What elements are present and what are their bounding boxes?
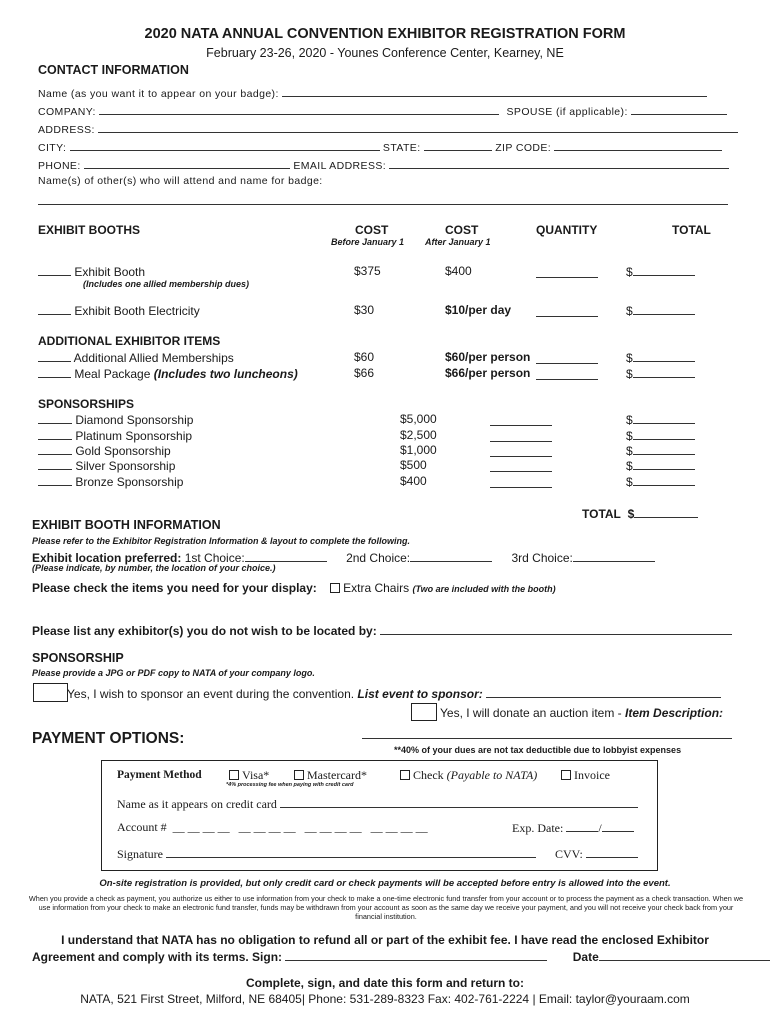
signature-row xyxy=(117,846,536,862)
sponsorship-price: $500 xyxy=(400,458,427,472)
city-label: CITY: xyxy=(38,142,67,154)
electricity-label: Exhibit Booth Electricity xyxy=(74,304,200,318)
booth-item-note: (Includes one allied membership dues) xyxy=(83,279,250,289)
sponsorship-price: $400 xyxy=(400,474,427,488)
donate-checkbox[interactable] xyxy=(411,703,437,721)
sponsorship-total[interactable]: $ xyxy=(626,428,695,443)
sponsorship-check-blank[interactable] xyxy=(38,443,72,455)
sponsorship-total[interactable]: $ xyxy=(626,474,695,489)
booth-before-price: $375 xyxy=(354,264,381,278)
phone-field[interactable] xyxy=(84,157,290,169)
cvv-label: CVV: xyxy=(555,847,583,861)
sponsor-event-checkbox[interactable] xyxy=(33,683,68,702)
company-label: COMPANY: xyxy=(38,106,96,118)
quantity-heading: QUANTITY xyxy=(536,223,598,237)
check-checkbox[interactable] xyxy=(400,770,410,780)
booth-item-label: Exhibit Booth xyxy=(74,265,146,279)
payment-method-label: Payment Method xyxy=(117,769,202,781)
sponsorship-qty[interactable] xyxy=(490,475,552,493)
meal-total[interactable]: $ xyxy=(626,366,695,381)
address-field[interactable] xyxy=(98,121,738,133)
payment-heading: PAYMENT OPTIONS: xyxy=(32,730,185,747)
city-row xyxy=(38,139,722,154)
others-label: Name(s) of other(s) who will attend and name for badge: xyxy=(38,175,323,187)
display-row xyxy=(32,581,556,595)
choice3-label: 3rd Choice: xyxy=(511,551,573,565)
exp-label: Exp. Date: xyxy=(512,821,564,835)
date-label: Date xyxy=(572,950,599,964)
onsite-note: On-site registration is provided, but only credit card or check payments will be accepted before entry is allowed into the event. xyxy=(99,878,671,889)
donate-row xyxy=(440,706,723,720)
invoice-checkbox[interactable] xyxy=(561,770,571,780)
booth-item-row xyxy=(38,264,145,279)
fee-note: *4% processing fee when paying with credit card xyxy=(226,782,354,788)
sponsorship-label: Platinum Sponsorship xyxy=(75,429,193,443)
meal-qty[interactable] xyxy=(536,367,598,385)
sponsorship-total[interactable]: $ xyxy=(626,458,695,473)
choice3-field[interactable] xyxy=(573,550,655,562)
list-event-field[interactable] xyxy=(486,686,721,698)
electricity-row xyxy=(38,303,200,318)
cost-before-heading: COST xyxy=(355,223,389,237)
booth-after-price: $400 xyxy=(445,264,472,278)
card-name-field[interactable] xyxy=(280,796,638,808)
meal-before-price: $66 xyxy=(354,366,375,380)
sponsorship-row xyxy=(38,474,183,489)
sponsorship-check-blank[interactable] xyxy=(38,458,72,470)
memberships-total[interactable]: $ xyxy=(626,350,695,365)
city-field[interactable] xyxy=(70,139,380,151)
disclaimer: When you provide a check as payment, you authorize us either to use information from your check to make a one-time electronic fund transfer from your account or to process the payment as a check transaction. When we use information from your check to make an electronic fund transfer, funds may be withdrawn from your account as soon as the same day we receive your payment, and you will not receive your check back from your financial institution. xyxy=(28,894,744,921)
sponsorship-price: $5,000 xyxy=(400,412,437,426)
sponsorship-label: Silver Sponsorship xyxy=(75,459,176,473)
booth-total[interactable]: $ xyxy=(626,264,695,279)
electricity-after-price: $10/per day xyxy=(445,303,512,317)
memberships-label: Additional Allied Memberships xyxy=(73,351,234,365)
zip-field[interactable] xyxy=(554,139,722,151)
sponsorship-row xyxy=(38,412,193,427)
address-label: ADDRESS: xyxy=(38,124,95,136)
choice1-label: 1st Choice: xyxy=(184,551,245,565)
additional-heading: ADDITIONAL EXHIBITOR ITEMS xyxy=(38,334,221,348)
company-field[interactable] xyxy=(99,103,499,115)
booth-check-blank[interactable] xyxy=(38,264,71,276)
email-field[interactable] xyxy=(389,157,729,169)
exclude-field[interactable] xyxy=(380,623,732,635)
name-row xyxy=(38,85,707,100)
list-event-label: List event to sponsor: xyxy=(357,687,483,701)
dues-note: **40% of your dues are not tax deductible due to lobbyist expenses xyxy=(394,745,682,755)
name-label: Name (as you want it to appear on your badge): xyxy=(38,88,279,100)
donate-label: Yes, I will donate an auction item - xyxy=(440,706,622,720)
card-name-row xyxy=(117,796,638,812)
meal-check-blank[interactable] xyxy=(38,366,71,378)
sponsorship-row xyxy=(38,428,192,443)
sponsorships-heading: SPONSORSHIPS xyxy=(38,397,135,411)
contact-heading: CONTACT INFORMATION xyxy=(38,63,189,77)
memberships-after-price: $60/per person xyxy=(445,350,531,364)
account-field[interactable]: __ __ __ __ __ __ __ __ __ __ __ __ __ __ __ __ xyxy=(172,820,428,834)
grand-total[interactable]: TOTAL $ xyxy=(582,506,698,521)
total-heading: TOTAL xyxy=(672,223,711,237)
signature-field[interactable] xyxy=(166,846,536,858)
sponsor-event-row xyxy=(67,686,721,701)
agreement-sign-field[interactable] xyxy=(285,949,547,961)
cvv-row xyxy=(555,846,638,862)
booth-qty[interactable] xyxy=(536,265,598,283)
agreement-sign-label: Agreement and comply with its terms. Sign: xyxy=(32,950,283,964)
sponsorship-total[interactable]: $ xyxy=(626,443,695,458)
location-label: Exhibit location preferred: xyxy=(32,551,182,565)
sponsorship-heading: SPONSORSHIP xyxy=(32,651,124,665)
memberships-before-price: $60 xyxy=(354,350,375,364)
mastercard-option[interactable]: Mastercard* xyxy=(294,768,367,783)
electricity-check-blank[interactable] xyxy=(38,303,71,315)
display-label: Please check the items you need for your display: xyxy=(32,581,317,595)
company-row xyxy=(38,103,727,118)
exclude-label: Please list any exhibitor(s) you do not wish to be located by: xyxy=(32,624,377,638)
exp-row: Exp. Date: / xyxy=(512,820,634,836)
sponsorship-label: Bronze Sponsorship xyxy=(75,475,184,489)
account-label: Account # xyxy=(117,820,167,834)
meal-row xyxy=(38,366,298,381)
electricity-qty[interactable] xyxy=(536,304,598,322)
spouse-label: SPOUSE (if applicable): xyxy=(506,106,628,118)
spouse-field[interactable] xyxy=(631,103,727,115)
meal-label: Meal Package xyxy=(74,367,151,381)
phone-row xyxy=(38,157,729,172)
meal-note: (Includes two luncheons) xyxy=(153,367,298,381)
cost-after-heading: COST xyxy=(445,223,479,237)
location-note: (Please indicate, by number, the location of your choice.) xyxy=(32,563,276,573)
address-row xyxy=(38,121,738,136)
booth-info-instruction: Please refer to the Exhibitor Registration Information & layout to complete the following. xyxy=(32,536,411,546)
sponsorship-row xyxy=(38,443,171,458)
choice2-field[interactable] xyxy=(410,550,492,562)
state-label: STATE: xyxy=(382,142,421,154)
sponsor-event-label: Yes, I wish to sponsor an event during the convention. xyxy=(67,687,355,701)
choice2-label: 2nd Choice: xyxy=(346,551,411,565)
name-field[interactable] xyxy=(282,85,707,97)
state-field[interactable] xyxy=(424,139,492,151)
sponsorship-check-blank[interactable] xyxy=(38,428,72,440)
exp-year-field[interactable] xyxy=(602,820,634,832)
others-field[interactable] xyxy=(38,204,728,205)
form-subtitle: February 23-26, 2020 - Younes Conference Center, Kearney, NE xyxy=(206,46,564,60)
visa-checkbox[interactable] xyxy=(229,770,239,780)
cost-after-sub: After January 1 xyxy=(425,237,491,247)
booth-info-heading: EXHIBIT BOOTH INFORMATION xyxy=(32,518,221,532)
agreement-line2 xyxy=(32,949,770,964)
sponsorship-label: Diamond Sponsorship xyxy=(75,413,194,427)
email-label: EMAIL ADDRESS: xyxy=(293,160,387,172)
extra-chairs-label: Extra Chairs xyxy=(343,581,410,595)
memberships-check-blank[interactable] xyxy=(38,350,71,362)
invoice-option[interactable]: Invoice xyxy=(561,768,610,783)
mastercard-checkbox[interactable] xyxy=(294,770,304,780)
return-heading: Complete, sign, and date this form and return to: xyxy=(245,976,524,990)
electricity-total[interactable]: $ xyxy=(626,303,695,318)
date-field[interactable] xyxy=(599,949,770,961)
sponsorship-label: Gold Sponsorship xyxy=(75,444,171,458)
item-description-label: Item Description: xyxy=(625,706,724,720)
memberships-row xyxy=(38,350,234,365)
phone-label: PHONE: xyxy=(38,160,81,172)
sponsorship-price: $2,500 xyxy=(400,428,437,442)
extra-chairs-checkbox[interactable] xyxy=(330,583,340,593)
item-description-field[interactable] xyxy=(362,738,732,739)
extra-chairs-note: (Two are included with the booth) xyxy=(412,584,556,594)
sponsorship-check-blank[interactable] xyxy=(38,474,72,486)
choice1-field[interactable] xyxy=(245,550,327,562)
zip-label: ZIP CODE: xyxy=(495,142,552,154)
exp-month-field[interactable] xyxy=(566,820,598,832)
form-title: 2020 NATA ANNUAL CONVENTION EXHIBITOR REGISTRATION FORM xyxy=(144,26,626,42)
sponsorship-instruction: Please provide a JPG or PDF copy to NATA of your company logo. xyxy=(32,668,315,678)
visa-option[interactable]: Visa* xyxy=(229,768,269,783)
exclude-row xyxy=(32,623,732,638)
account-row xyxy=(117,820,428,835)
booths-heading: EXHIBIT BOOTHS xyxy=(38,223,141,237)
agreement-line1: I understand that NATA has no obligation to refund all or part of the exhibit fee. I have read the enclosed Exhibitor xyxy=(61,933,709,947)
sponsorship-check-blank[interactable] xyxy=(38,412,72,424)
return-address: NATA, 521 First Street, Milford, NE 68405| Phone: 531-289-8323 Fax: 402-761-2224 | Email: taylor@youraam.com xyxy=(80,992,690,1006)
sponsorship-row xyxy=(38,458,175,473)
cost-before-sub: Before January 1 xyxy=(331,237,405,247)
card-name-label: Name as it appears on credit card xyxy=(117,797,277,811)
cvv-field[interactable] xyxy=(586,846,638,858)
check-option[interactable]: Check (Payable to NATA) xyxy=(400,768,537,783)
signature-label: Signature xyxy=(117,847,163,861)
electricity-before-price: $30 xyxy=(354,303,375,317)
meal-after-price: $66/per person xyxy=(445,366,531,380)
sponsorship-total[interactable]: $ xyxy=(626,412,695,427)
sponsorship-price: $1,000 xyxy=(400,443,437,457)
